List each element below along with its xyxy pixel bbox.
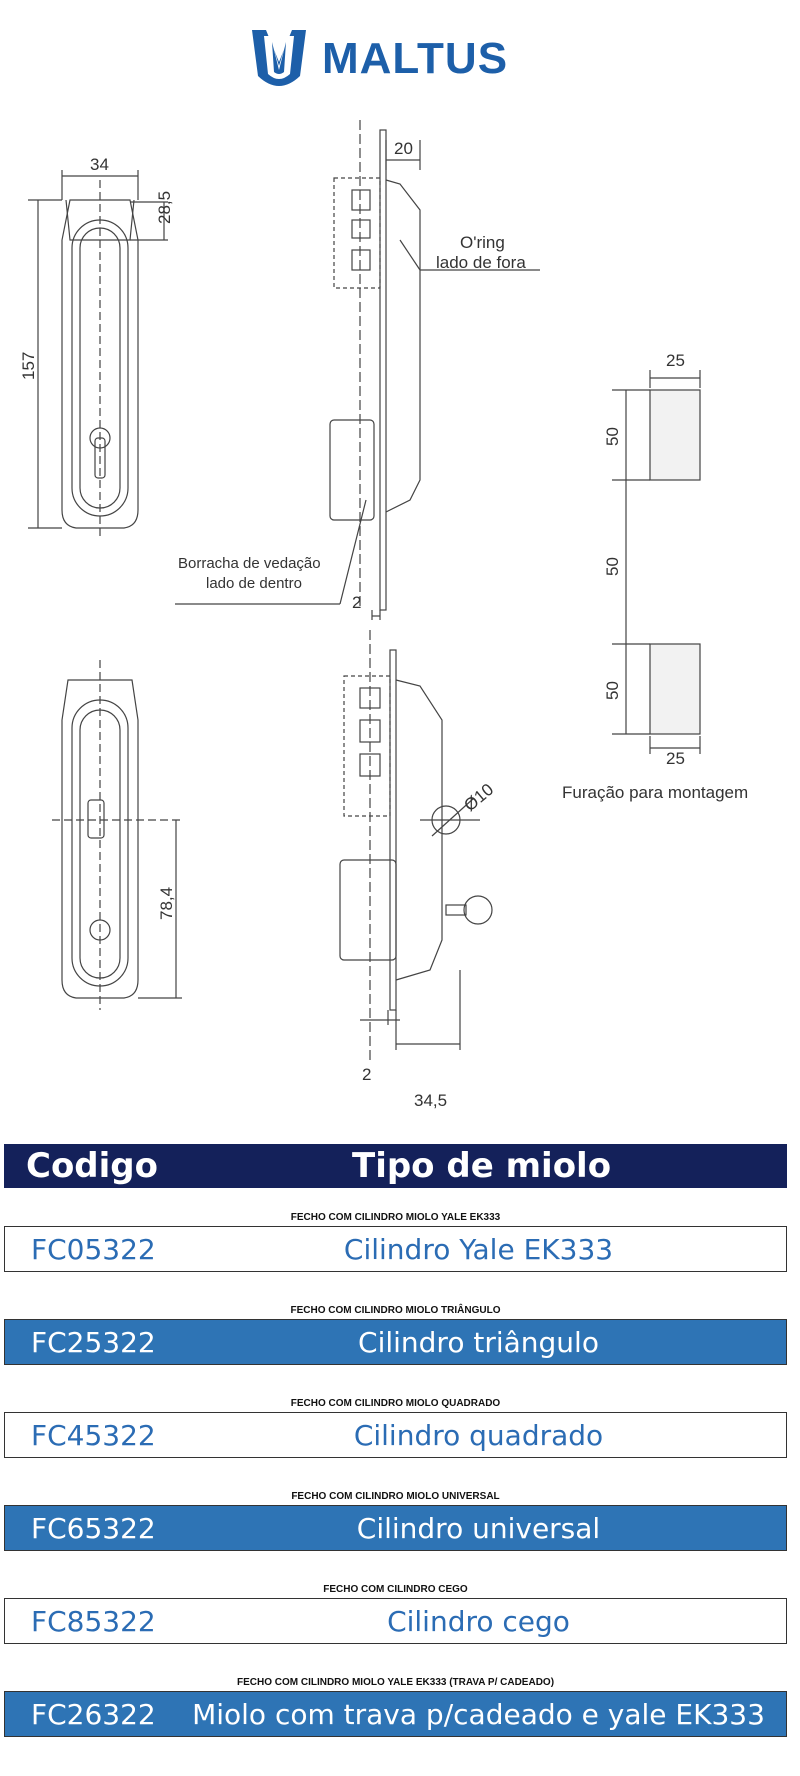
table-row [4,1691,787,1737]
dim-hole-h2: 50 [603,557,622,576]
front-view-bottom [52,660,182,1010]
row-code: FC85322 [31,1604,156,1638]
row-code: FC45322 [31,1418,156,1452]
header-code: Codigo [26,1146,158,1186]
row-caption: FECHO COM CILINDRO MIOLO UNIVERSAL [291,1491,500,1502]
brand-logo [248,26,508,92]
label-rubber-side: lado de dentro [206,575,302,592]
dim-height-total: 157 [19,351,38,380]
dim-gap-top: 2 [352,593,362,612]
maltus-logo-icon [248,26,310,92]
dim-hole-width-bottom: 25 [666,749,685,768]
row-caption: FECHO COM CILINDRO MIOLO YALE EK333 (TRAVA P/ CADEADO) [236,1677,555,1688]
side-view-top [175,120,540,620]
label-mounting: Furação para montagem [562,783,749,802]
row-code: FC25322 [31,1325,156,1359]
row-type: Cilindro quadrado [353,1418,604,1452]
technical-drawing [0,120,800,1120]
row-code: FC05322 [31,1232,156,1266]
row-caption: FECHO COM CILINDRO MIOLO TRIÂNGULO [290,1305,501,1316]
dim-side-depth: 20 [394,139,413,158]
label-rubber: Borracha de vedação [178,555,321,572]
table-row [4,1598,787,1644]
table-row [4,1319,787,1365]
table-row [4,1226,787,1272]
table-row [4,1412,787,1458]
row-caption: FECHO COM CILINDRO MIOLO QUADRADO [290,1398,501,1409]
dim-diameter: Ø10 [460,779,498,816]
dim-height-top: 28,5 [155,190,174,224]
row-code: FC26322 [31,1697,156,1731]
row-caption: FECHO COM CILINDRO CEGO [323,1584,468,1595]
row-type: Miolo com trava p/cadeado e yale EK333 [192,1697,765,1731]
dim-depth-bottom: 34,5 [414,1091,448,1110]
table-header [4,1144,787,1188]
dim-hole-width-top: 25 [666,351,685,370]
mounting-holes [612,370,700,754]
brand-name: MALTUS [322,34,509,83]
row-type: Cilindro cego [387,1604,570,1638]
side-view-bottom [340,630,492,1060]
row-type: Cilindro triângulo [358,1325,599,1359]
dim-gap-bottom: 2 [362,1065,372,1084]
dim-hole-h1: 50 [603,427,622,446]
table-row [4,1505,787,1551]
row-type: Cilindro universal [356,1511,601,1545]
dim-width-top: 34 [90,155,109,174]
header-type: Tipo de miolo [352,1146,612,1186]
row-caption: FECHO COM CILINDRO MIOLO YALE EK333 [290,1212,501,1223]
dim-keyhole-height: 78,4 [157,886,176,920]
row-code: FC65322 [31,1511,156,1545]
label-oring-side: lado de fora [436,253,526,272]
row-type: Cilindro Yale EK333 [343,1232,614,1266]
label-oring: O'ring [460,233,505,252]
front-view-top [28,170,168,540]
dim-hole-h3: 50 [603,681,622,700]
